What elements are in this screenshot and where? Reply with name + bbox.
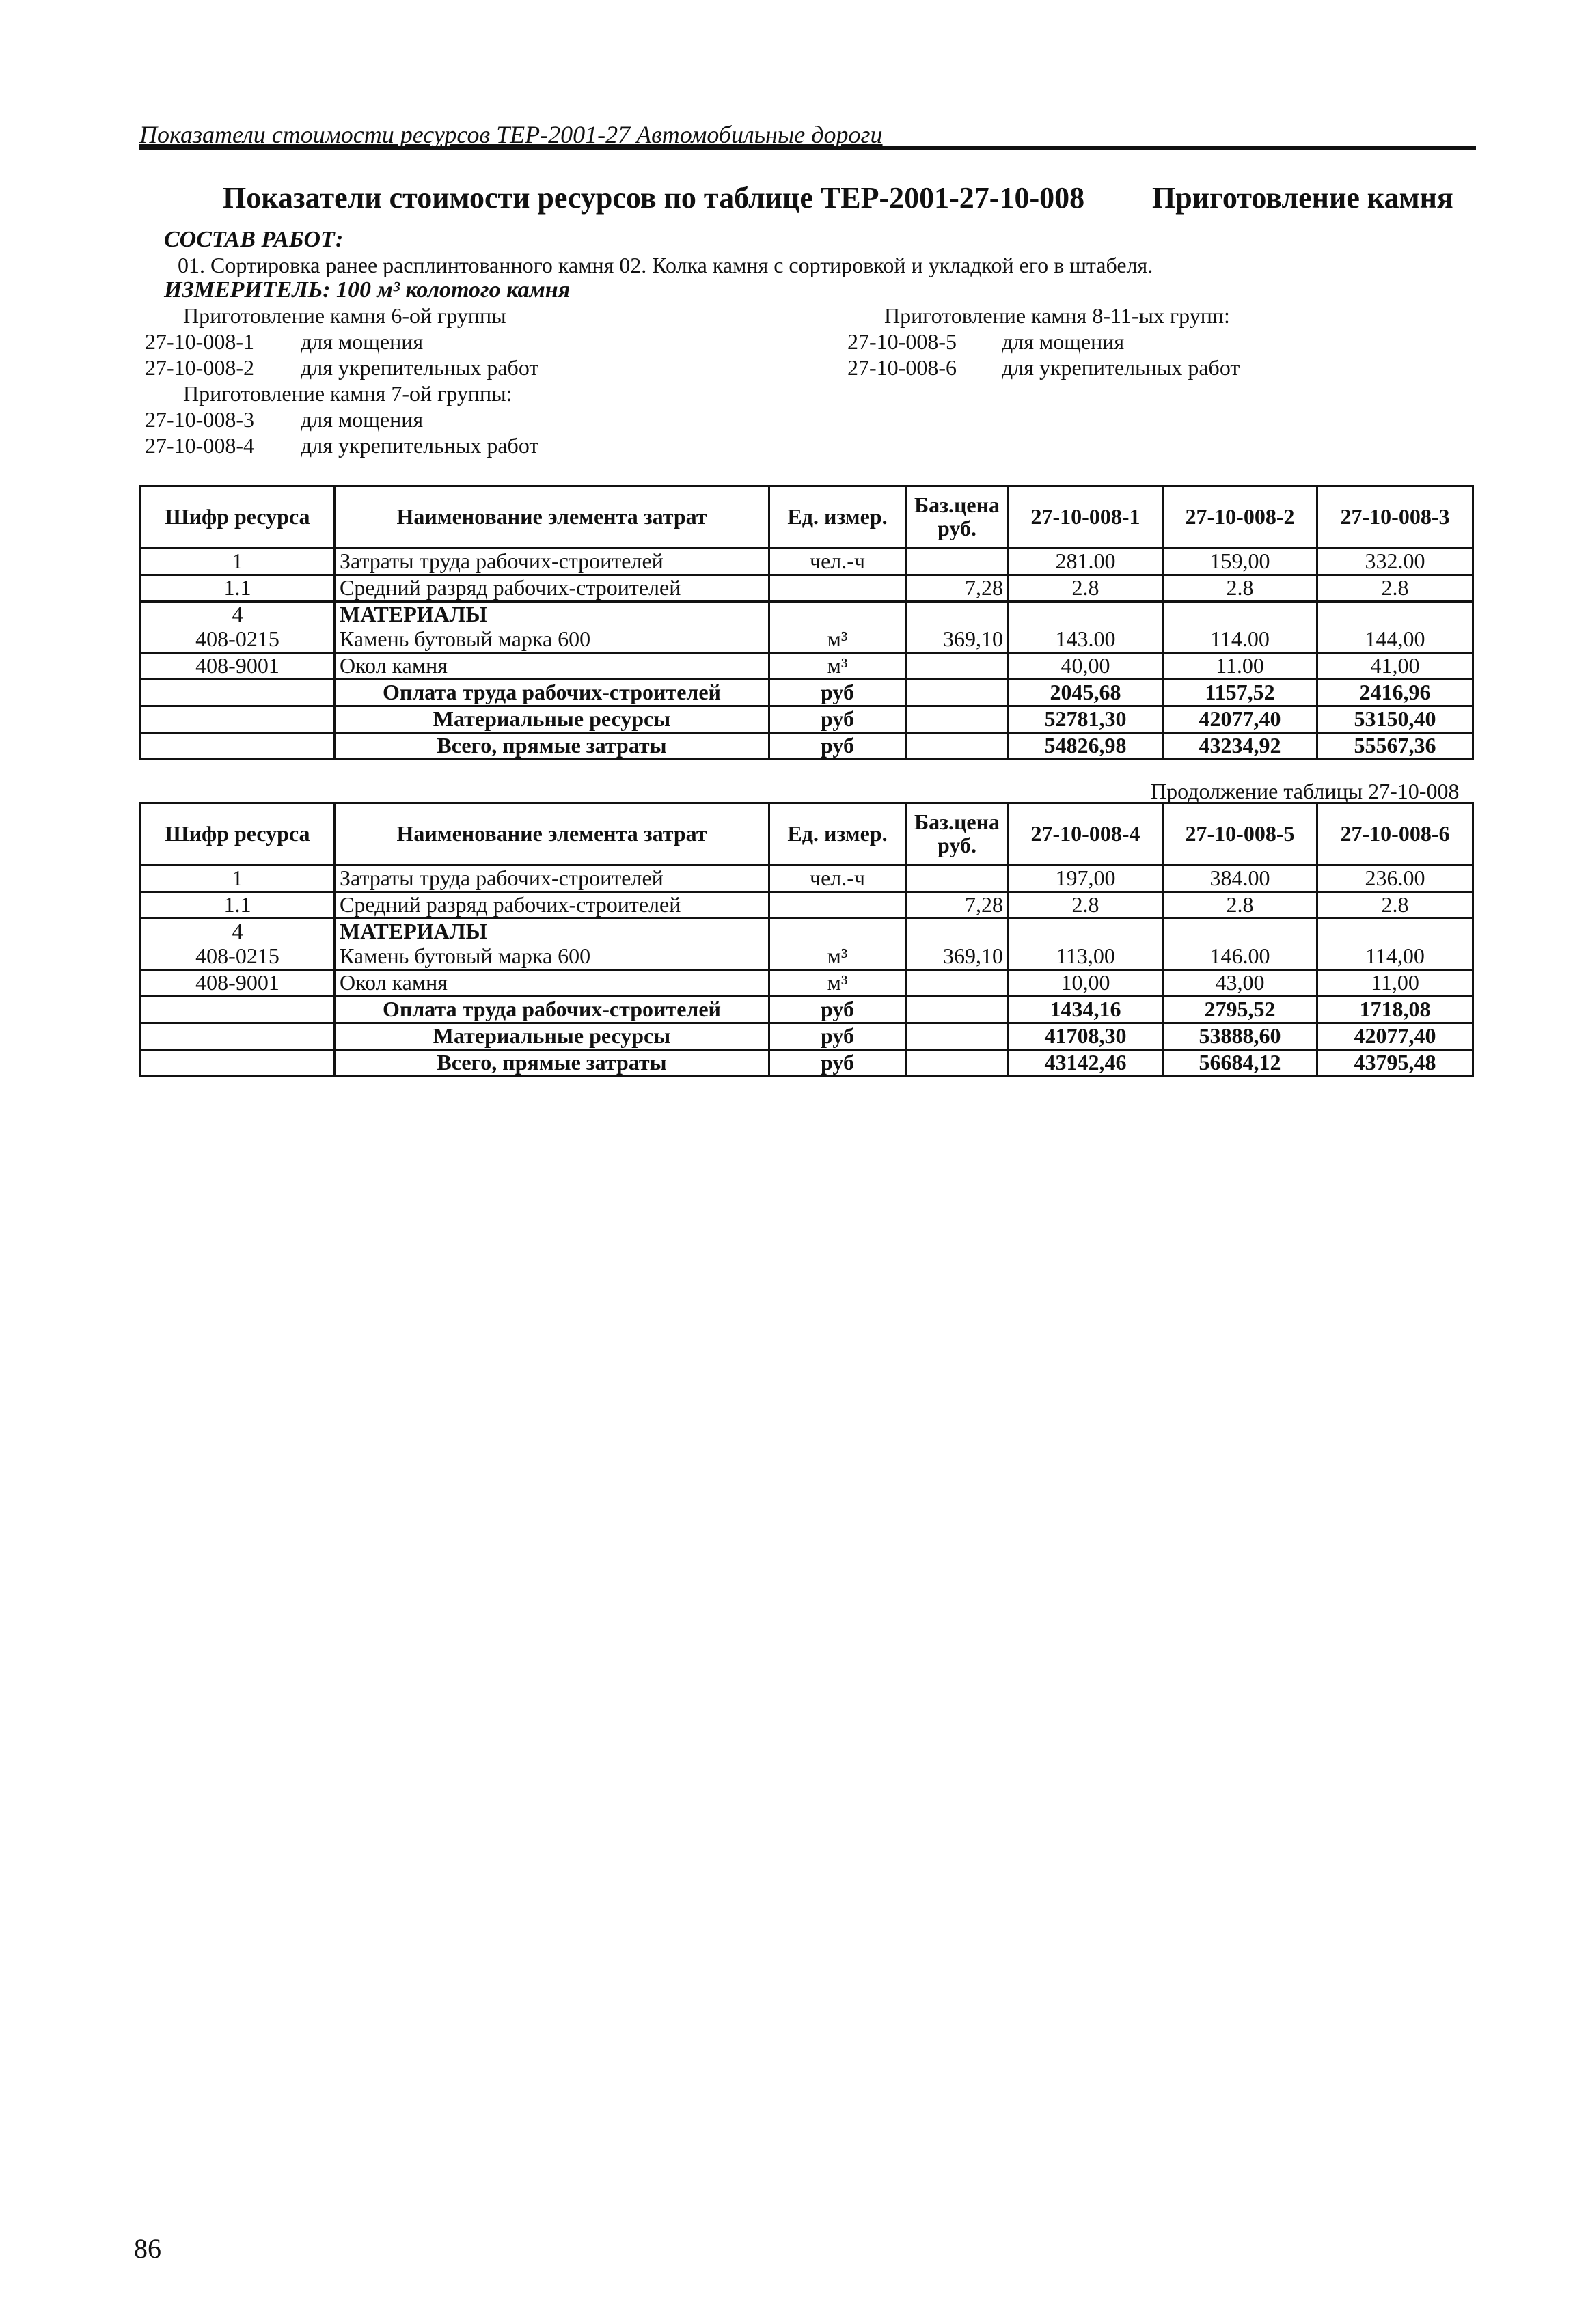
- cell-value: 2.8: [1317, 575, 1473, 602]
- cell-unit: руб: [769, 997, 906, 1023]
- column-header-code: Шифр ресурса: [141, 803, 335, 866]
- column-header-norm: 27-10-008-6: [1317, 803, 1473, 866]
- table-row: [141, 627, 1473, 653]
- cell-value: 43795,48: [1317, 1050, 1473, 1077]
- cell-value: 2416,96: [1317, 680, 1473, 706]
- cell-value: 1434,16: [1009, 997, 1163, 1023]
- cell-code: 408-9001: [141, 970, 335, 997]
- cell-name: Всего, прямые затраты: [335, 1050, 769, 1077]
- cell-value: 2.8: [1009, 575, 1163, 602]
- table-header-row: [141, 803, 1473, 866]
- cell-value: 41708,30: [1009, 1023, 1163, 1050]
- column-header-norm: 27-10-008-5: [1163, 803, 1317, 866]
- cell-value: 143.00: [1009, 627, 1163, 653]
- cell-code: 1: [141, 549, 335, 575]
- work-composition-text: 01. Сортировка ранее расплинтованного камня 02. Колка камня с сортировкой и укладкой его в штабеля.: [178, 253, 1153, 277]
- table-row: [141, 733, 1473, 760]
- cell-value: 11,00: [1317, 970, 1473, 997]
- table-row: [141, 706, 1473, 733]
- cell-name: Всего, прямые затраты: [335, 733, 769, 760]
- cell-code: [141, 680, 335, 706]
- cell-value: 2.8: [1317, 892, 1473, 919]
- cell-price: [906, 733, 1009, 760]
- cell-value: 114.00: [1163, 627, 1317, 653]
- cell-value: 1157,52: [1163, 680, 1317, 706]
- column-header-price: Баз.цена руб.: [906, 803, 1009, 866]
- column-header-norm: 27-10-008-3: [1317, 486, 1473, 549]
- cell-code: 1.1: [141, 575, 335, 602]
- cell-unit: м³: [769, 653, 906, 680]
- cell-price: [906, 602, 1009, 628]
- cell-unit: руб: [769, 1023, 906, 1050]
- group-6-label: Приготовление камня 6-ой группы: [183, 303, 506, 328]
- cell-value: [1009, 602, 1163, 628]
- cell-code: [141, 706, 335, 733]
- column-header-name: Наименование элемента затрат: [335, 803, 769, 866]
- code-label: 27-10-008-5: [847, 329, 957, 354]
- cell-name: Камень бутовый марка 600: [335, 627, 769, 653]
- cell-value: 55567,36: [1317, 733, 1473, 760]
- table-row: [141, 680, 1473, 706]
- code-label: 27-10-008-6: [847, 355, 957, 380]
- cell-value: 236.00: [1317, 866, 1473, 892]
- cell-value: [1317, 919, 1473, 945]
- column-header-name: Наименование элемента затрат: [335, 486, 769, 549]
- cell-unit: руб: [769, 1050, 906, 1077]
- cell-unit: м³: [769, 970, 906, 997]
- page-number: 86: [134, 2233, 161, 2264]
- cell-value: 42077,40: [1163, 706, 1317, 733]
- cell-value: 54826,98: [1009, 733, 1163, 760]
- table-row: [141, 575, 1473, 602]
- code-label: 27-10-008-3: [145, 407, 254, 432]
- cell-code: 1: [141, 866, 335, 892]
- cell-unit: м³: [769, 944, 906, 970]
- cell-value: 43234,92: [1163, 733, 1317, 760]
- column-header-norm: 27-10-008-1: [1009, 486, 1163, 549]
- cell-name: Оплата труда рабочих-строителей: [335, 680, 769, 706]
- cell-name: Оплата труда рабочих-строителей: [335, 997, 769, 1023]
- cell-name: Средний разряд рабочих-строителей: [335, 575, 769, 602]
- measure-label: ИЗМЕРИТЕЛЬ: 100 м³ колотого камня: [164, 277, 571, 303]
- cell-name: Окол камня: [335, 653, 769, 680]
- cell-unit: чел.-ч: [769, 866, 906, 892]
- cell-price: 7,28: [906, 575, 1009, 602]
- cell-value: 1718,08: [1317, 997, 1473, 1023]
- cell-value: 2.8: [1163, 892, 1317, 919]
- cell-code: 408-9001: [141, 653, 335, 680]
- cell-unit: чел.-ч: [769, 549, 906, 575]
- code-description: для мощения: [1002, 329, 1125, 354]
- cell-code: [141, 733, 335, 760]
- header-rule: [139, 146, 1476, 150]
- cell-value: 56684,12: [1163, 1050, 1317, 1077]
- cell-code: [141, 1023, 335, 1050]
- code-description: для укрепительных работ: [1002, 355, 1240, 380]
- cell-value: 11.00: [1163, 653, 1317, 680]
- column-header-unit: Ед. измер.: [769, 486, 906, 549]
- cell-value: [1163, 602, 1317, 628]
- table-row: [141, 944, 1473, 970]
- cell-code: 408-0215: [141, 944, 335, 970]
- cell-value: [1163, 919, 1317, 945]
- cell-price: [906, 1023, 1009, 1050]
- document-title: Показатели стоимости ресурсов по таблице ТЕР-2001-27-10-008: [223, 181, 1085, 215]
- cell-name: Материальные ресурсы: [335, 1023, 769, 1050]
- cell-code: [141, 997, 335, 1023]
- cell-value: [1009, 919, 1163, 945]
- cell-value: 2795,52: [1163, 997, 1317, 1023]
- table-row: [141, 602, 1473, 628]
- cell-code: 4: [141, 919, 335, 945]
- cell-price: [906, 919, 1009, 945]
- cell-value: 159,00: [1163, 549, 1317, 575]
- cell-price: [906, 653, 1009, 680]
- document-subtitle: Приготовление камня: [1152, 181, 1453, 215]
- cell-price: 369,10: [906, 627, 1009, 653]
- column-header-price: Баз.цена руб.: [906, 486, 1009, 549]
- cell-unit: [769, 575, 906, 602]
- table-row: [141, 970, 1473, 997]
- code-label: 27-10-008-1: [145, 329, 254, 354]
- cell-name: Камень бутовый марка 600: [335, 944, 769, 970]
- running-header: Показатели стоимости ресурсов ТЕР-2001-27 Автомобильные дороги: [139, 121, 883, 148]
- cell-unit: руб: [769, 680, 906, 706]
- cell-code: 4: [141, 602, 335, 628]
- cell-value: 42077,40: [1317, 1023, 1473, 1050]
- cell-price: [906, 970, 1009, 997]
- cell-unit: м³: [769, 627, 906, 653]
- resource-table-2: [139, 802, 1474, 1077]
- cell-value: 113,00: [1009, 944, 1163, 970]
- cell-value: 2.8: [1009, 892, 1163, 919]
- cell-value: 281.00: [1009, 549, 1163, 575]
- cell-name: Средний разряд рабочих-строителей: [335, 892, 769, 919]
- cell-value: 43142,46: [1009, 1050, 1163, 1077]
- cell-name: Окол камня: [335, 970, 769, 997]
- column-header-norm: 27-10-008-2: [1163, 486, 1317, 549]
- cell-name: МАТЕРИАЛЫ: [335, 919, 769, 945]
- cell-price: [906, 680, 1009, 706]
- cell-unit: [769, 602, 906, 628]
- table-row: [141, 549, 1473, 575]
- cell-value: 197,00: [1009, 866, 1163, 892]
- table-header-row: [141, 486, 1473, 549]
- cell-value: 146.00: [1163, 944, 1317, 970]
- cell-name: Затраты труда рабочих-строителей: [335, 866, 769, 892]
- code-description: для мощения: [301, 407, 424, 432]
- resource-table-1: [139, 485, 1474, 760]
- cell-value: 384.00: [1163, 866, 1317, 892]
- cell-code: 1.1: [141, 892, 335, 919]
- cell-value: 41,00: [1317, 653, 1473, 680]
- cell-price: [906, 1050, 1009, 1077]
- cell-value: 2.8: [1163, 575, 1317, 602]
- code-label: 27-10-008-2: [145, 355, 254, 380]
- continuation-note: Продолжение таблицы 27-10-008: [1151, 779, 1460, 803]
- table-row: [141, 1023, 1473, 1050]
- cell-price: [906, 549, 1009, 575]
- table-row: [141, 892, 1473, 919]
- cell-value: 53888,60: [1163, 1023, 1317, 1050]
- cell-value: 114,00: [1317, 944, 1473, 970]
- cell-price: [906, 866, 1009, 892]
- group-7-label: Приготовление камня 7-ой группы:: [183, 381, 512, 406]
- cell-value: 43,00: [1163, 970, 1317, 997]
- column-header-unit: Ед. измер.: [769, 803, 906, 866]
- cell-unit: [769, 892, 906, 919]
- cell-value: 40,00: [1009, 653, 1163, 680]
- cell-unit: [769, 919, 906, 945]
- cell-price: 369,10: [906, 944, 1009, 970]
- code-description: для укрепительных работ: [301, 433, 539, 458]
- cell-value: 53150,40: [1317, 706, 1473, 733]
- cell-name: Затраты труда рабочих-строителей: [335, 549, 769, 575]
- cell-price: [906, 706, 1009, 733]
- cell-value: 52781,30: [1009, 706, 1163, 733]
- cell-name: Материальные ресурсы: [335, 706, 769, 733]
- table-row: [141, 997, 1473, 1023]
- table-row: [141, 919, 1473, 945]
- cell-price: [906, 997, 1009, 1023]
- table-row: [141, 866, 1473, 892]
- cell-unit: руб: [769, 706, 906, 733]
- cell-value: 144,00: [1317, 627, 1473, 653]
- cell-value: 332.00: [1317, 549, 1473, 575]
- cell-name: МАТЕРИАЛЫ: [335, 602, 769, 628]
- cell-price: 7,28: [906, 892, 1009, 919]
- code-label: 27-10-008-4: [145, 433, 254, 458]
- code-description: для укрепительных работ: [301, 355, 539, 380]
- cell-value: 10,00: [1009, 970, 1163, 997]
- table-row: [141, 653, 1473, 680]
- cell-code: [141, 1050, 335, 1077]
- table-row: [141, 1050, 1473, 1077]
- work-composition-label: СОСТАВ РАБОТ:: [164, 227, 344, 252]
- column-header-norm: 27-10-008-4: [1009, 803, 1163, 866]
- cell-unit: руб: [769, 733, 906, 760]
- column-header-code: Шифр ресурса: [141, 486, 335, 549]
- cell-value: [1317, 602, 1473, 628]
- cell-code: 408-0215: [141, 627, 335, 653]
- group-8-11-label: Приготовление камня 8-11-ых групп:: [884, 303, 1230, 328]
- code-description: для мощения: [301, 329, 424, 354]
- cell-value: 2045,68: [1009, 680, 1163, 706]
